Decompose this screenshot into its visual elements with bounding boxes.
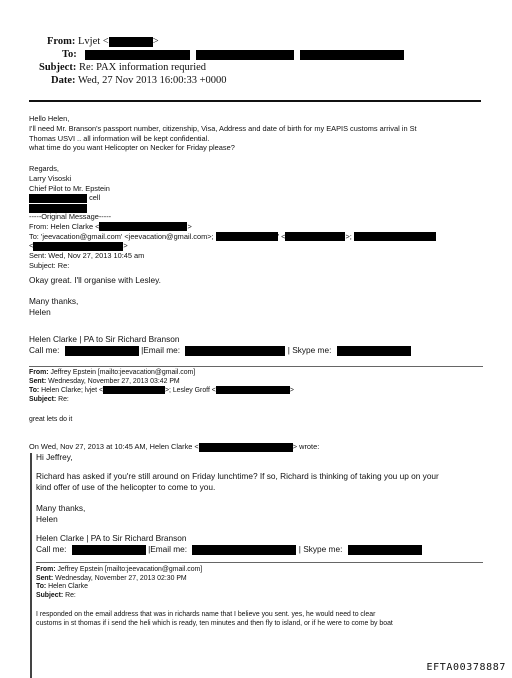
redaction-box <box>192 545 296 555</box>
quote-bar <box>30 453 32 678</box>
msg3-divider <box>29 366 483 367</box>
redaction-box <box>216 386 290 394</box>
redaction-box <box>354 232 436 241</box>
orig1-header: -----Original Message----- From: Helen Clarke < > To: 'jeevacation@gmail.com' <jeevacation@gmail.com>; ' < >; < > Sent: Wed, Nov 27, 2013 10:45 am Subject: Re: <box>29 212 436 271</box>
msg4-body: Hi Jeffrey, <box>36 452 73 462</box>
msg5-header: From: Jeffrey Epstein [mailto:jeevacation@gmail.com] Sent: Wednesday, November 27, 2013 02:30 PM To: Helen Clarke Subject: Re: <box>36 566 203 600</box>
msg2-body: Okay great. I'll organise with Lesley. <box>29 275 161 285</box>
bates-number: EFTA00378887 <box>426 662 506 673</box>
msg3-header: From: Jeffrey Epstein [mailto:jeevacation@gmail.com] Sent: Wednesday, November 27, 2013 03:42 PM To: Helen Clarke; lvjet < >; Lesley Groff < > Subject: Re: <box>29 369 294 403</box>
msg5-body: I responded on the email address that was in richards name that I believe you sent. yes, he would need to clear customs in st thomas if i send the heli which is ready, ten minutes and then fly to island, or if he were to come by boat <box>36 611 393 627</box>
date-value: Wed, 27 Nov 2013 16:00:33 +0000 <box>77 75 227 86</box>
redaction-box <box>29 194 87 203</box>
redaction-box <box>103 386 165 394</box>
msg2-thanks: Many thanks, Helen <box>29 296 79 317</box>
redaction-box <box>348 545 422 555</box>
redaction-box <box>285 232 345 241</box>
redaction-box <box>109 37 153 47</box>
from-value: Lvjet < <box>78 36 109 47</box>
msg1-signature: Regards, Larry Visoski Chief Pilot to Mr. Epstein cell <box>29 164 110 213</box>
redaction-box <box>199 443 293 452</box>
msg3-body: great lets do it <box>29 416 73 423</box>
header-divider <box>29 100 481 102</box>
redaction-box <box>33 242 123 251</box>
msg1-body: Hello Helen, I'll need Mr. Branson's passport number, citizenship, Visa, Address and date of birth for my EAPIS customs arrival in St Thomas USVI .. all information will be kept confidential. what time do you want Helicopter on Necker for Friday please? <box>29 114 417 153</box>
header-to <box>62 49 404 60</box>
redaction-box <box>337 346 411 356</box>
redaction-box <box>185 346 285 356</box>
redaction-box <box>216 232 278 241</box>
to-label: To: <box>62 49 77 60</box>
msg4-wrote-line: On Wed, Nov 27, 2013 at 10:45 AM, Helen Clarke < > wrote: <box>29 442 320 451</box>
msg4-signature: Helen Clarke | PA to Sir Richard Branson Call me: |Email me: | Skype me: <box>36 533 422 555</box>
date-label: Date: <box>51 75 76 86</box>
msg5-divider <box>36 562 483 563</box>
msg4-paragraph: Richard has asked if you're still around on Friday lunchtime? If so, Richard is thinking of taking you up on your kind offer of use of the helicopter to come to you. <box>36 471 439 492</box>
redaction-box <box>196 50 294 60</box>
header-date <box>51 75 227 86</box>
from-label: From: <box>47 36 76 47</box>
msg4-thanks: Many thanks, Helen <box>36 503 86 524</box>
header-from: From: Lvjet < > <box>47 36 159 47</box>
redaction-box <box>85 50 190 60</box>
redaction-box <box>65 346 139 356</box>
redaction-box <box>300 50 404 60</box>
redaction-box <box>99 222 187 231</box>
msg2-signature: Helen Clarke | PA to Sir Richard Branson Call me: |Email me: | Skype me: <box>29 334 411 356</box>
redaction-box <box>72 545 146 555</box>
subject-value: Re: PAX information requried <box>78 62 207 73</box>
header-subject <box>39 62 206 73</box>
subject-label: Subject: <box>39 62 77 73</box>
